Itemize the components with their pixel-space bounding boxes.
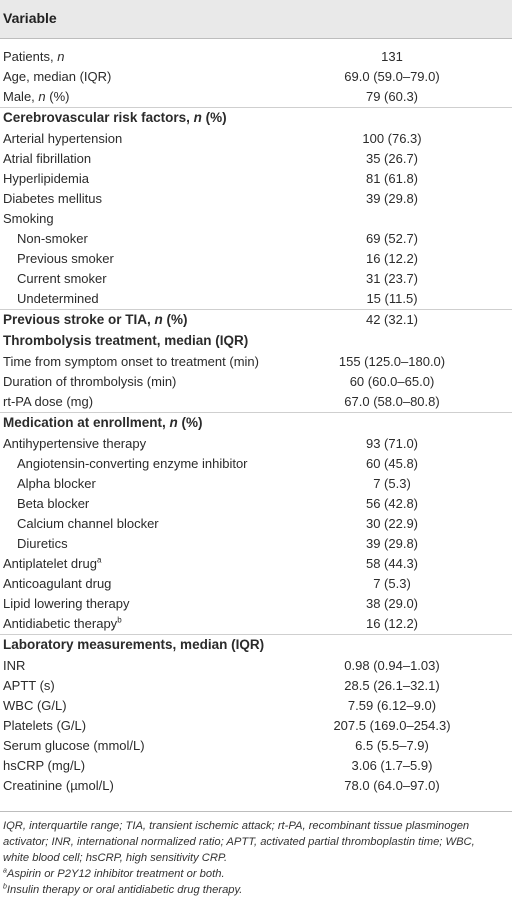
row-value: 7 (5.3) bbox=[373, 476, 411, 491]
row-label bbox=[3, 169, 89, 189]
table-row bbox=[0, 249, 512, 269]
row-value: 131 bbox=[381, 49, 403, 64]
section-row bbox=[0, 331, 512, 352]
row-label bbox=[3, 614, 122, 634]
table-row bbox=[0, 534, 512, 554]
footnote-b bbox=[3, 882, 503, 898]
row-label bbox=[3, 756, 85, 776]
row-value: 69 (52.7) bbox=[365, 231, 419, 246]
footnote-b-mark: b bbox=[3, 883, 7, 891]
row-label bbox=[17, 289, 99, 309]
row-label-text: Thrombolysis treatment, median (IQR) bbox=[3, 333, 249, 348]
row-label-text: Patients, bbox=[3, 49, 58, 64]
row-label-text: Beta blocker bbox=[17, 496, 90, 511]
row-label-text: Diabetes mellitus bbox=[3, 191, 102, 206]
row-label bbox=[3, 676, 55, 696]
row-label-italic: n bbox=[57, 49, 65, 64]
row-label bbox=[3, 554, 101, 574]
table-row bbox=[0, 87, 512, 107]
row-label-text: Alpha blocker bbox=[17, 476, 96, 491]
row-label-text: Laboratory measurements, median (IQR) bbox=[3, 637, 265, 652]
row-label-text: Arterial hypertension bbox=[3, 131, 123, 146]
table-row bbox=[0, 736, 512, 756]
row-value: 100 (76.3) bbox=[362, 131, 422, 146]
row-value: 39 (29.8) bbox=[365, 536, 419, 551]
row-label bbox=[17, 534, 68, 554]
row-value: 15 (11.5) bbox=[366, 291, 418, 306]
table-row bbox=[0, 129, 512, 149]
row-label-text: Atrial fibrillation bbox=[3, 151, 92, 166]
row-label-text: APTT (s) bbox=[3, 678, 55, 693]
row-label bbox=[3, 129, 122, 149]
row-label bbox=[3, 209, 54, 229]
table-row bbox=[0, 209, 512, 229]
table-row bbox=[0, 474, 512, 494]
row-value: 28.5 (26.1–32.1) bbox=[344, 678, 440, 693]
row-value: 155 (125.0–180.0) bbox=[338, 354, 446, 369]
row-value: 93 (71.0) bbox=[365, 436, 419, 451]
row-label bbox=[3, 372, 176, 392]
row-value: 38 (29.0) bbox=[365, 596, 419, 611]
table-row bbox=[0, 756, 512, 776]
row-label-text: Current smoker bbox=[17, 271, 107, 286]
row-label-text: Undetermined bbox=[17, 291, 99, 306]
table-row bbox=[0, 149, 512, 169]
row-value: 69.0 (59.0–79.0) bbox=[344, 69, 440, 84]
row-label-text: Antidiabetic therapy bbox=[3, 616, 118, 631]
footnote-marker: a bbox=[96, 555, 102, 565]
row-label bbox=[3, 434, 146, 454]
row-label bbox=[17, 474, 96, 494]
row-label-text: Male, bbox=[3, 89, 39, 104]
section-row bbox=[0, 634, 512, 656]
row-label-text: Cerebrovascular risk factors, bbox=[3, 110, 194, 125]
table-row bbox=[0, 67, 512, 87]
row-label bbox=[3, 413, 203, 433]
table-row bbox=[0, 594, 512, 614]
row-value: 81 (61.8) bbox=[365, 171, 419, 186]
row-label-italic: n bbox=[38, 89, 46, 104]
table-row bbox=[0, 269, 512, 289]
row-value: 67.0 (58.0–80.8) bbox=[344, 394, 440, 409]
footnote-marker: b bbox=[117, 615, 122, 625]
row-label-text: Time from symptom onset to treatment (min) bbox=[3, 354, 259, 369]
row-label bbox=[17, 249, 114, 269]
row-label bbox=[3, 635, 264, 655]
row-label-text: hsCRP (mg/L) bbox=[3, 758, 86, 773]
row-label-text: Hyperlipidemia bbox=[3, 171, 89, 186]
footnote-a bbox=[3, 866, 503, 882]
table-row bbox=[0, 696, 512, 716]
table-row bbox=[0, 229, 512, 249]
row-label-tail: (%) bbox=[45, 89, 70, 104]
row-value: 207.5 (169.0–254.3) bbox=[333, 718, 451, 733]
row-value: 60 (45.8) bbox=[365, 456, 419, 471]
row-label-text: Platelets (G/L) bbox=[3, 718, 87, 733]
table-row bbox=[0, 574, 512, 594]
row-value: 16 (12.2) bbox=[365, 251, 419, 266]
row-label bbox=[3, 352, 259, 372]
table-row bbox=[0, 494, 512, 514]
row-value: 35 (26.7) bbox=[365, 151, 419, 166]
table-row bbox=[0, 372, 512, 392]
row-value: 78.0 (64.0–97.0) bbox=[344, 778, 440, 793]
row-label bbox=[3, 776, 114, 796]
table-row bbox=[0, 289, 512, 309]
row-label bbox=[3, 736, 145, 756]
row-label-tail: (%) bbox=[177, 415, 203, 430]
footnote-a-text: Aspirin or P2Y12 inhibitor treatment or both. bbox=[6, 868, 225, 880]
row-label bbox=[3, 594, 129, 614]
table-row bbox=[0, 352, 512, 372]
row-value: 0.98 (0.94–1.03) bbox=[344, 658, 440, 673]
table-row bbox=[0, 169, 512, 189]
row-label-tail: (%) bbox=[162, 312, 188, 327]
row-label-text: Serum glucose (mmol/L) bbox=[3, 738, 145, 753]
row-value: 56 (42.8) bbox=[365, 496, 419, 511]
table-row bbox=[0, 776, 512, 796]
row-value: 7 (5.3) bbox=[373, 576, 411, 591]
row-label bbox=[3, 656, 25, 676]
row-label bbox=[3, 108, 227, 128]
table-body bbox=[0, 39, 512, 796]
row-label bbox=[17, 269, 107, 289]
row-label-text: Smoking bbox=[3, 211, 54, 226]
row-label-text: Age, median (IQR) bbox=[3, 69, 112, 84]
row-label-text: rt-PA dose (mg) bbox=[3, 394, 94, 409]
table-row bbox=[0, 614, 512, 634]
row-label bbox=[3, 67, 111, 87]
table-row bbox=[0, 514, 512, 534]
row-label-text: Angiotensin-converting enzyme inhibitor bbox=[17, 456, 248, 471]
row-label bbox=[3, 87, 69, 107]
row-label bbox=[3, 574, 111, 594]
row-value: 3.06 (1.7–5.9) bbox=[351, 758, 433, 773]
row-label-italic: n bbox=[154, 312, 163, 327]
table-row bbox=[0, 189, 512, 209]
row-label-text: Previous stroke or TIA, bbox=[3, 312, 155, 327]
row-label bbox=[17, 494, 89, 514]
section-row bbox=[0, 309, 512, 331]
row-label-text: Calcium channel blocker bbox=[17, 516, 159, 531]
row-label bbox=[3, 189, 102, 209]
row-label-italic: n bbox=[169, 415, 178, 430]
section-row bbox=[0, 107, 512, 129]
row-value: 16 (12.2) bbox=[365, 616, 419, 631]
row-label-text: Medication at enrollment, bbox=[3, 415, 170, 430]
table-row bbox=[0, 554, 512, 574]
row-label bbox=[3, 392, 93, 412]
row-label bbox=[3, 310, 188, 330]
row-label bbox=[3, 47, 64, 67]
row-label-text: Antiplatelet drug bbox=[3, 556, 97, 571]
table-row bbox=[0, 392, 512, 412]
table-row bbox=[0, 47, 512, 67]
row-value: 39 (29.8) bbox=[365, 191, 419, 206]
row-label-text: Diuretics bbox=[17, 536, 68, 551]
row-label-italic: n bbox=[193, 110, 202, 125]
footnote-a-mark: a bbox=[3, 867, 7, 875]
section-row bbox=[0, 412, 512, 434]
abbreviations-note: IQR, interquartile range; TIA, transient ischemic attack; rt-PA, recombinant tissue plasminogen activator; INR, international normalized ratio; APTT, activated partial thromboplastin time; WBC, white blood cell; hsCRP, high sensitivity CRP. bbox=[3, 820, 475, 864]
row-label-text: Non-smoker bbox=[17, 231, 88, 246]
row-value: 31 (23.7) bbox=[365, 271, 419, 286]
row-label bbox=[3, 149, 91, 169]
row-label-text: Anticoagulant drug bbox=[3, 576, 112, 591]
row-label bbox=[17, 229, 88, 249]
table-row bbox=[0, 716, 512, 736]
row-label bbox=[3, 331, 248, 351]
row-value: 7.59 (6.12–9.0) bbox=[347, 698, 437, 713]
row-label-text: WBC (G/L) bbox=[3, 698, 67, 713]
footnote-b-text: Insulin therapy or oral antidiabetic drug therapy. bbox=[6, 884, 243, 896]
row-label-text: Antihypertensive therapy bbox=[3, 436, 147, 451]
table-row bbox=[0, 656, 512, 676]
row-label bbox=[3, 696, 67, 716]
row-label bbox=[17, 514, 159, 534]
row-value: 6.5 (5.5–7.9) bbox=[355, 738, 429, 753]
row-value: 79 (60.3) bbox=[365, 89, 419, 104]
table-row bbox=[0, 434, 512, 454]
row-label bbox=[17, 454, 248, 474]
row-label-text: Duration of thrombolysis (min) bbox=[3, 374, 177, 389]
row-label-text: INR bbox=[3, 658, 26, 673]
row-label-text: Creatinine (µmol/L) bbox=[3, 778, 114, 793]
row-label-tail: (%) bbox=[201, 110, 227, 125]
table-header bbox=[0, 0, 512, 39]
row-value: 42 (32.1) bbox=[365, 312, 419, 327]
variable-column-header: Variable bbox=[3, 10, 57, 26]
table-footnotes bbox=[0, 811, 512, 898]
row-label-text: Previous smoker bbox=[17, 251, 114, 266]
row-label-text: Lipid lowering therapy bbox=[3, 596, 130, 611]
row-value: 58 (44.3) bbox=[365, 556, 419, 571]
row-value: 60 (60.0–65.0) bbox=[349, 374, 435, 389]
row-value: 30 (22.9) bbox=[365, 516, 419, 531]
table-row bbox=[0, 676, 512, 696]
row-label bbox=[3, 716, 86, 736]
table-row bbox=[0, 454, 512, 474]
